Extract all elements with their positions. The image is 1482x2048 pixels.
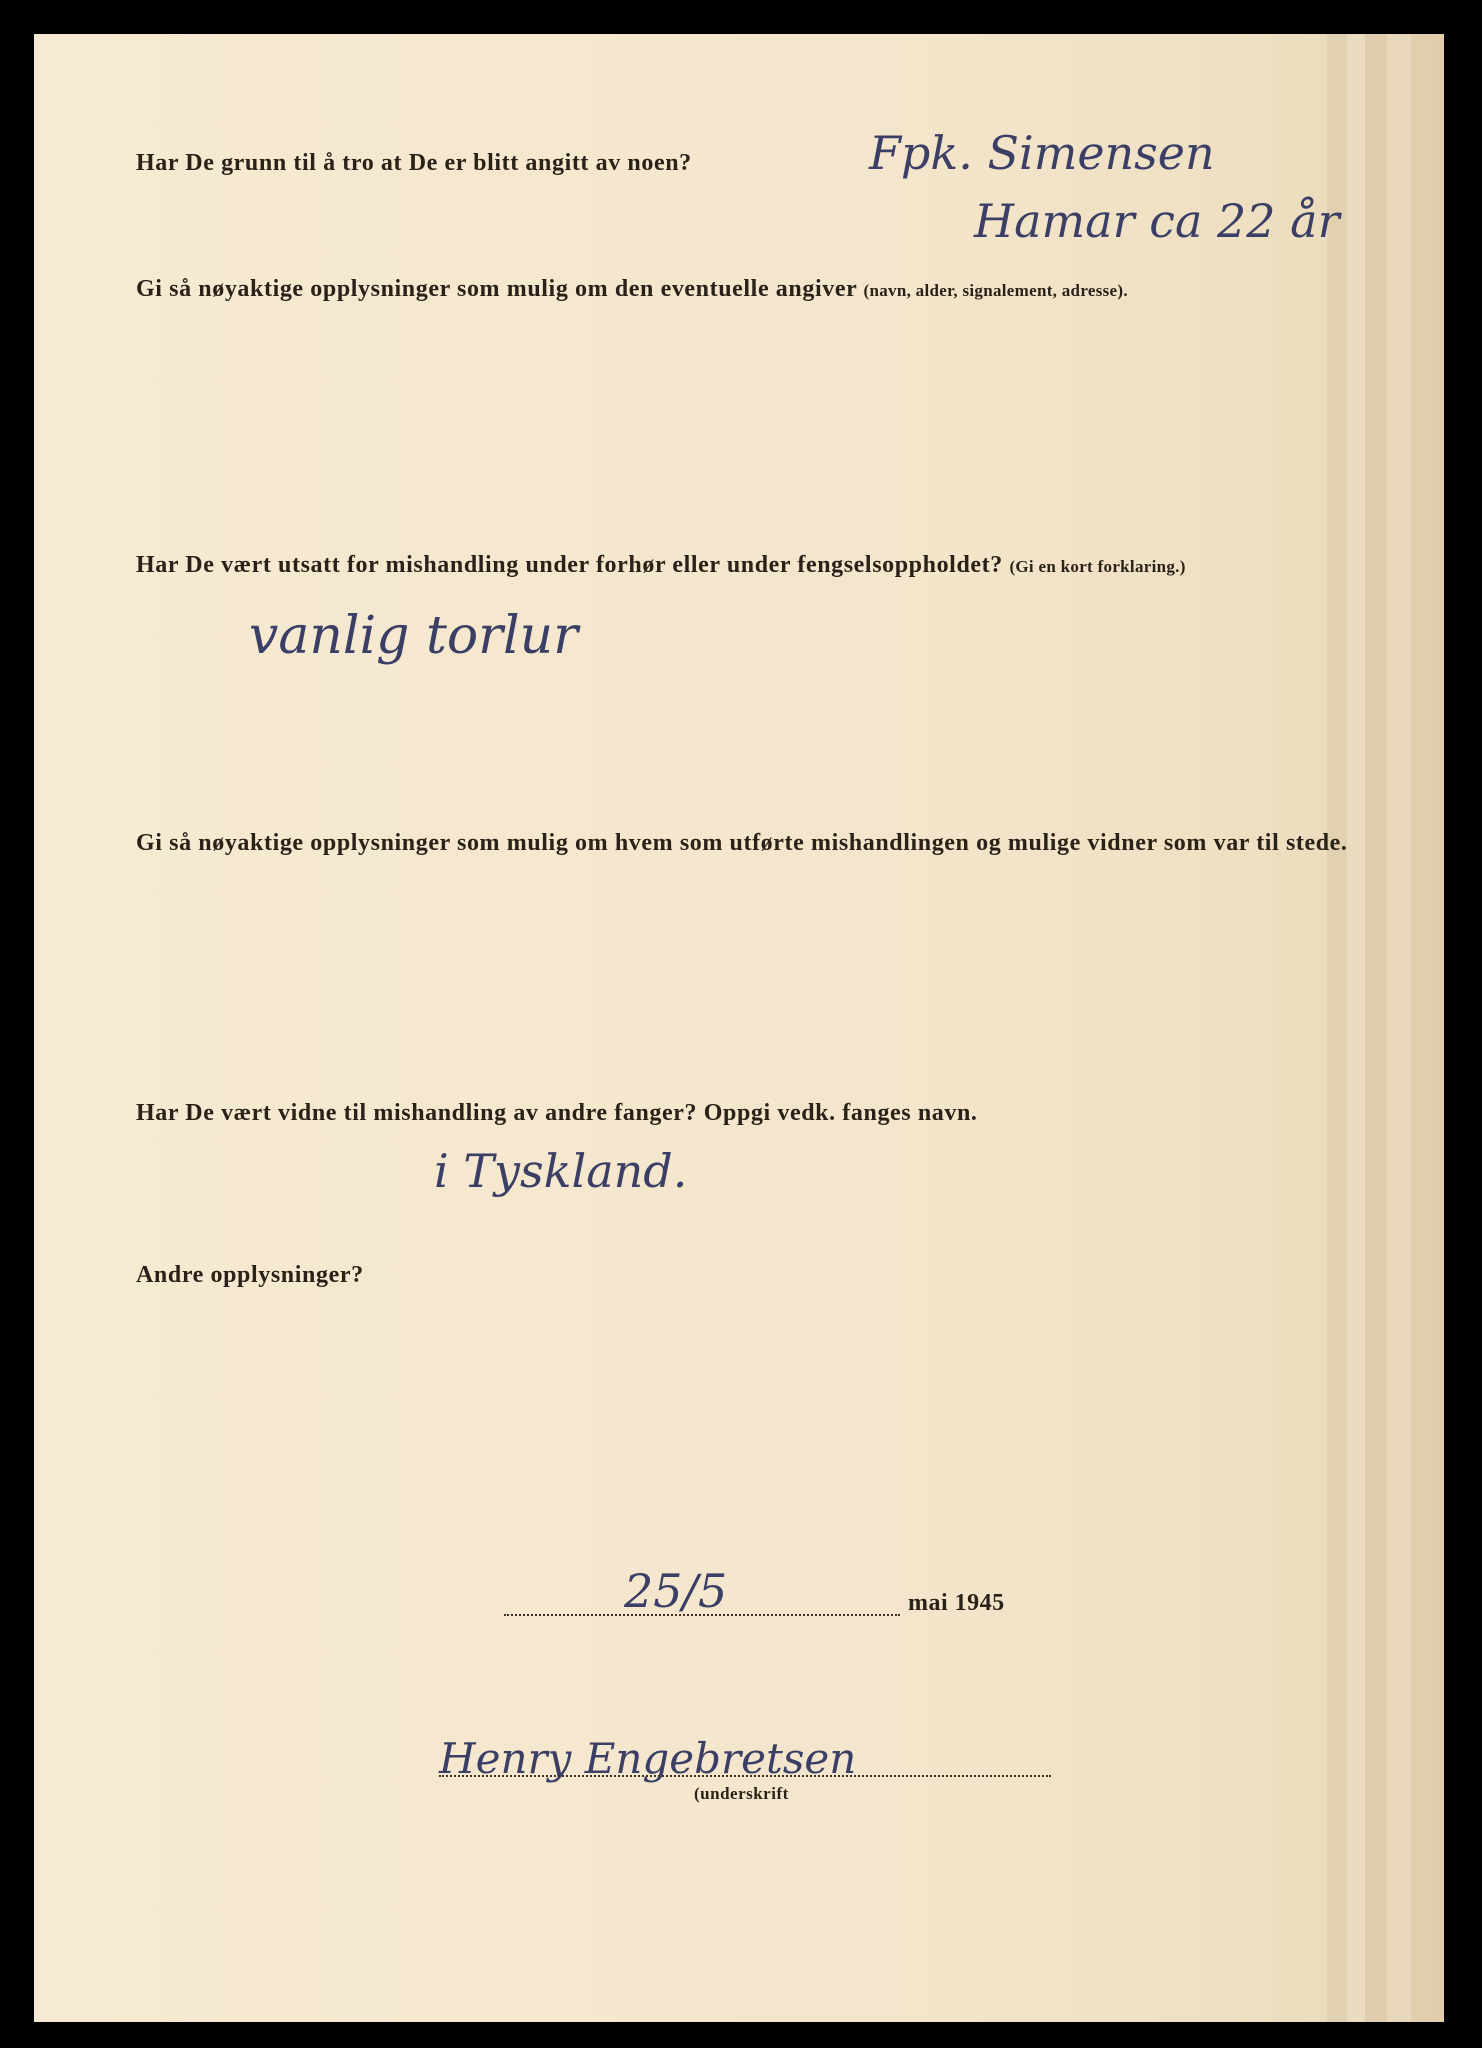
question-mistreatment-hint: (Gi en kort forklaring.) [1009,557,1186,576]
signature: Henry Engebretsen [439,1734,857,1783]
signature-line [439,1775,1051,1777]
answer-informer-name: Fpk. Simensen [869,126,1215,180]
answer-mistreatment: vanlig torlur [249,606,578,666]
question-informer-details [136,276,1128,303]
question-mistreatment-main: Har De vært utsatt for mishandling under forhør eller under fengselsoppholdet? [136,552,1003,578]
page-edge-shadow [1327,34,1347,2022]
date-handwritten: 25/5 [624,1564,728,1618]
signature-label: (underskrift [694,1784,789,1803]
page-edge-shadow [1411,34,1444,2022]
answer-witness: i Tyskland. [434,1144,688,1198]
question-witness: Har De vært vidne til mishandling av andre fanger? Oppgi vedk. fanges navn. [136,1100,978,1126]
question-mistreatment [136,552,1186,579]
question-informer-details-main: Gi så nøyaktige opplysninger som mulig om den eventuelle angiver [136,276,857,302]
question-perpetrators: Gi så nøyaktige opplysninger som mulig om hvem som utførte mishandlingen og mulige vidner som var til stede. [136,830,1348,856]
page-edge-shadow [1347,34,1365,2022]
form-page [34,34,1444,2022]
page-edge-shadow [1387,34,1411,2022]
date-suffix: mai 1945 [908,1590,1005,1616]
answer-informer-location: Hamar ca 22 år [974,194,1340,248]
question-informer-details-hint: (navn, alder, signalement, adresse). [863,281,1128,300]
question-other-info: Andre opplysninger? [136,1262,364,1288]
page-edge-shadow [1365,34,1387,2022]
question-informer: Har De grunn til å tro at De er blitt angitt av noen? [136,150,692,176]
date-line [504,1614,900,1616]
